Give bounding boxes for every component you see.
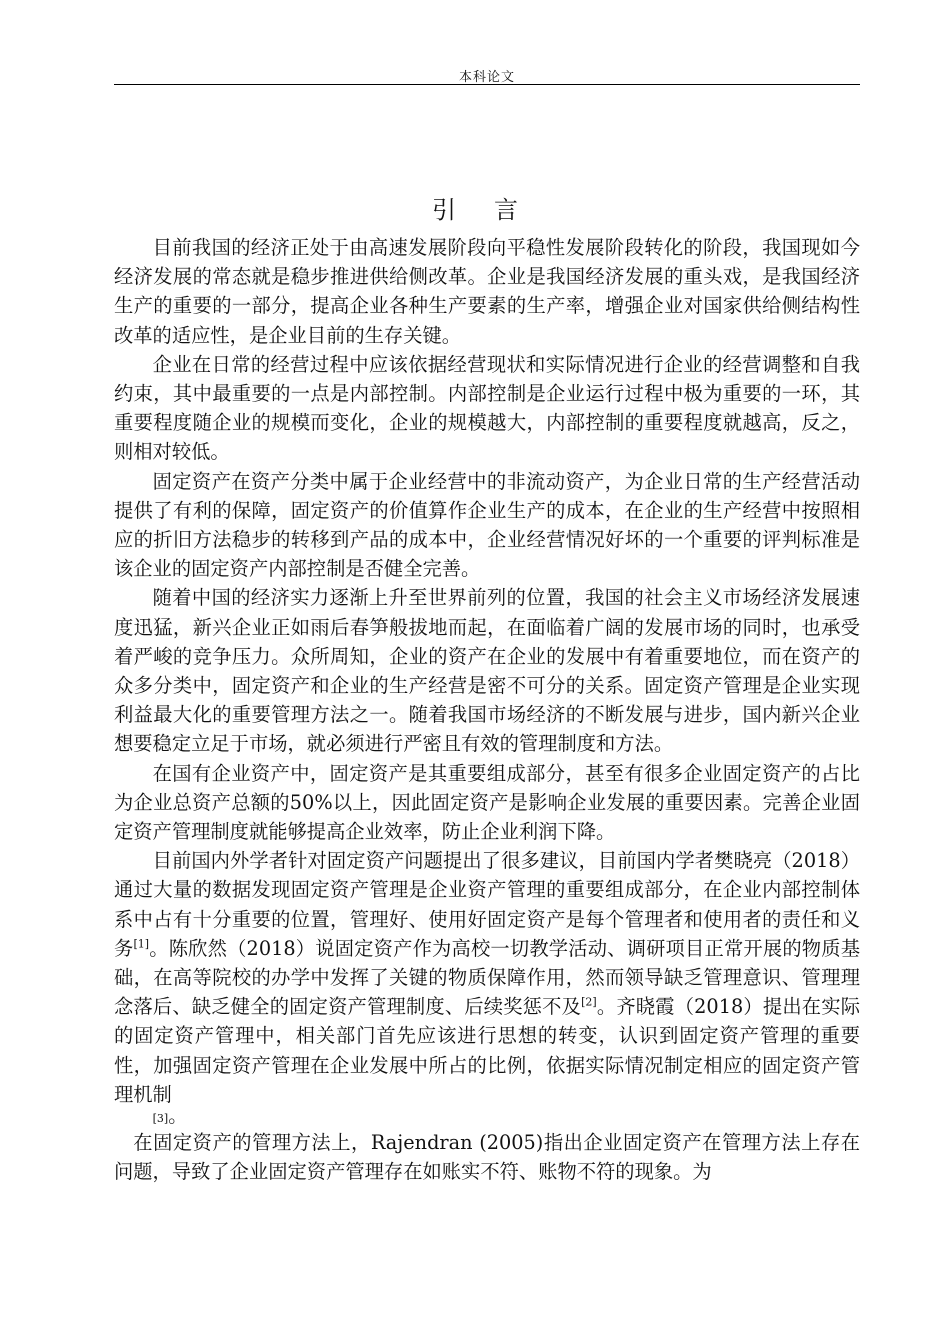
section-title: 引言 — [432, 196, 556, 224]
citation-3 — [114, 1105, 860, 1128]
paragraph-6-text-2: 。陈欣然（2018）说固定资产作为高校一切教学活动、调研项目正常开展的物质基础，在高等院校的办学中发挥了关键的物质保障作用，然而领导缺乏管理意识、管理理念落后、缺乏健全的固定资产管理制度、后续奖惩不及 — [114, 936, 860, 1019]
citation-1: [1] — [133, 937, 150, 951]
paragraph-6 — [114, 846, 860, 1126]
citation-3-label: [3] — [152, 1112, 169, 1126]
citation-2: [2] — [581, 995, 597, 1009]
paragraph-3: 固定资产在资产分类中属于企业经营中的非流动资产，为企业日常的生产经营活动提供了有利的保障，固定资产的价值算作企业生产的成本，在企业的生产经营中按照相应的折旧方法稳步的转移到产品的成本中，企业经营情况好坏的一个重要的评判标准是该企业的固定资产内部控制是否健全完善。 — [114, 469, 860, 581]
body-text — [114, 233, 860, 1187]
paragraph-6-text-3: 。齐晓霞（2018）提出在实际的固定资产管理中，相关部门首先应该进行思想的转变，认识到固定资产管理的重要性，加强固定资产管理在企业发展中所占的比例，依据实际情况制定相应的固定资产管理机制 — [114, 995, 860, 1106]
paragraph-4: 随着中国的经济实力逐渐上升至世界前列的位置，我国的社会主义市场经济发展速度迅猛，新兴企业正如雨后春笋般拔地而起，在面临着广阔的发展市场的同时，也承受着严峻的竞争压力。众所周知，企业的资产在企业的发展中有着重要地位，而在资产的众多分类中，固定资产和企业的生产经营是密不可分的关系。固定资产管理是企业实现利益最大化的重要管理方法之一。随着我国市场经济的不断发展与进步，国内新兴企业想要稳定立足于市场，就必须进行严密且有效的管理制度和方法。 — [114, 586, 860, 756]
paragraph-1: 目前我国的经济正处于由高速发展阶段向平稳性发展阶段转化的阶段，我国现如今经济发展的常态就是稳步推进供给侧改革。企业是我国经济发展的重头戏，是我国经济生产的重要的一部分，提高企业各种生产要素的生产率，增强企业对国家供给侧结构性改革的适应性，是企业目前的生存关键。 — [114, 236, 860, 347]
paragraph-2: 企业在日常的经营过程中应该依据经营现状和实际情况进行企业的经营调整和自我约束，其中最重要的一点是内部控制。内部控制是企业运行过程中极为重要的一环，其重要程度随企业的规模而变化，企业的规模越大，内部控制的重要程度就越高，反之，则相对较低。 — [114, 352, 860, 464]
paragraph-5: 在国有企业资产中，固定资产是其重要组成部分，甚至有很多企业固定资产的占比为企业总资产总额的50%以上，因此固定资产是影响企业发展的重要因素。完善企业固定资产管理制度就能够提高企业效率，防止企业利润下降。 — [114, 761, 860, 844]
paragraph-6-text-4: 。 — [168, 1105, 188, 1128]
header-rule — [114, 84, 860, 85]
paragraph-6-text-1: 目前国内外学者针对固定资产问题提出了很多建议，目前国内学者樊晓亮（2018）通过大量的数据发现固定资产管理是企业资产管理的重要组成部分，在企业内部控制体系中占有十分重要的位置，管理好、使用好固定资产是每个管理者和使用者的责任和义务 — [114, 849, 860, 960]
paragraph-7: 在固定资产的管理方法上，Rajendran (2005)指出企业固定资产在管理方法上存在问题，导致了企业固定资产管理存在如账实不符、账物不符的现象。为 — [114, 1131, 860, 1184]
running-header: 本科论文 — [458, 70, 515, 85]
